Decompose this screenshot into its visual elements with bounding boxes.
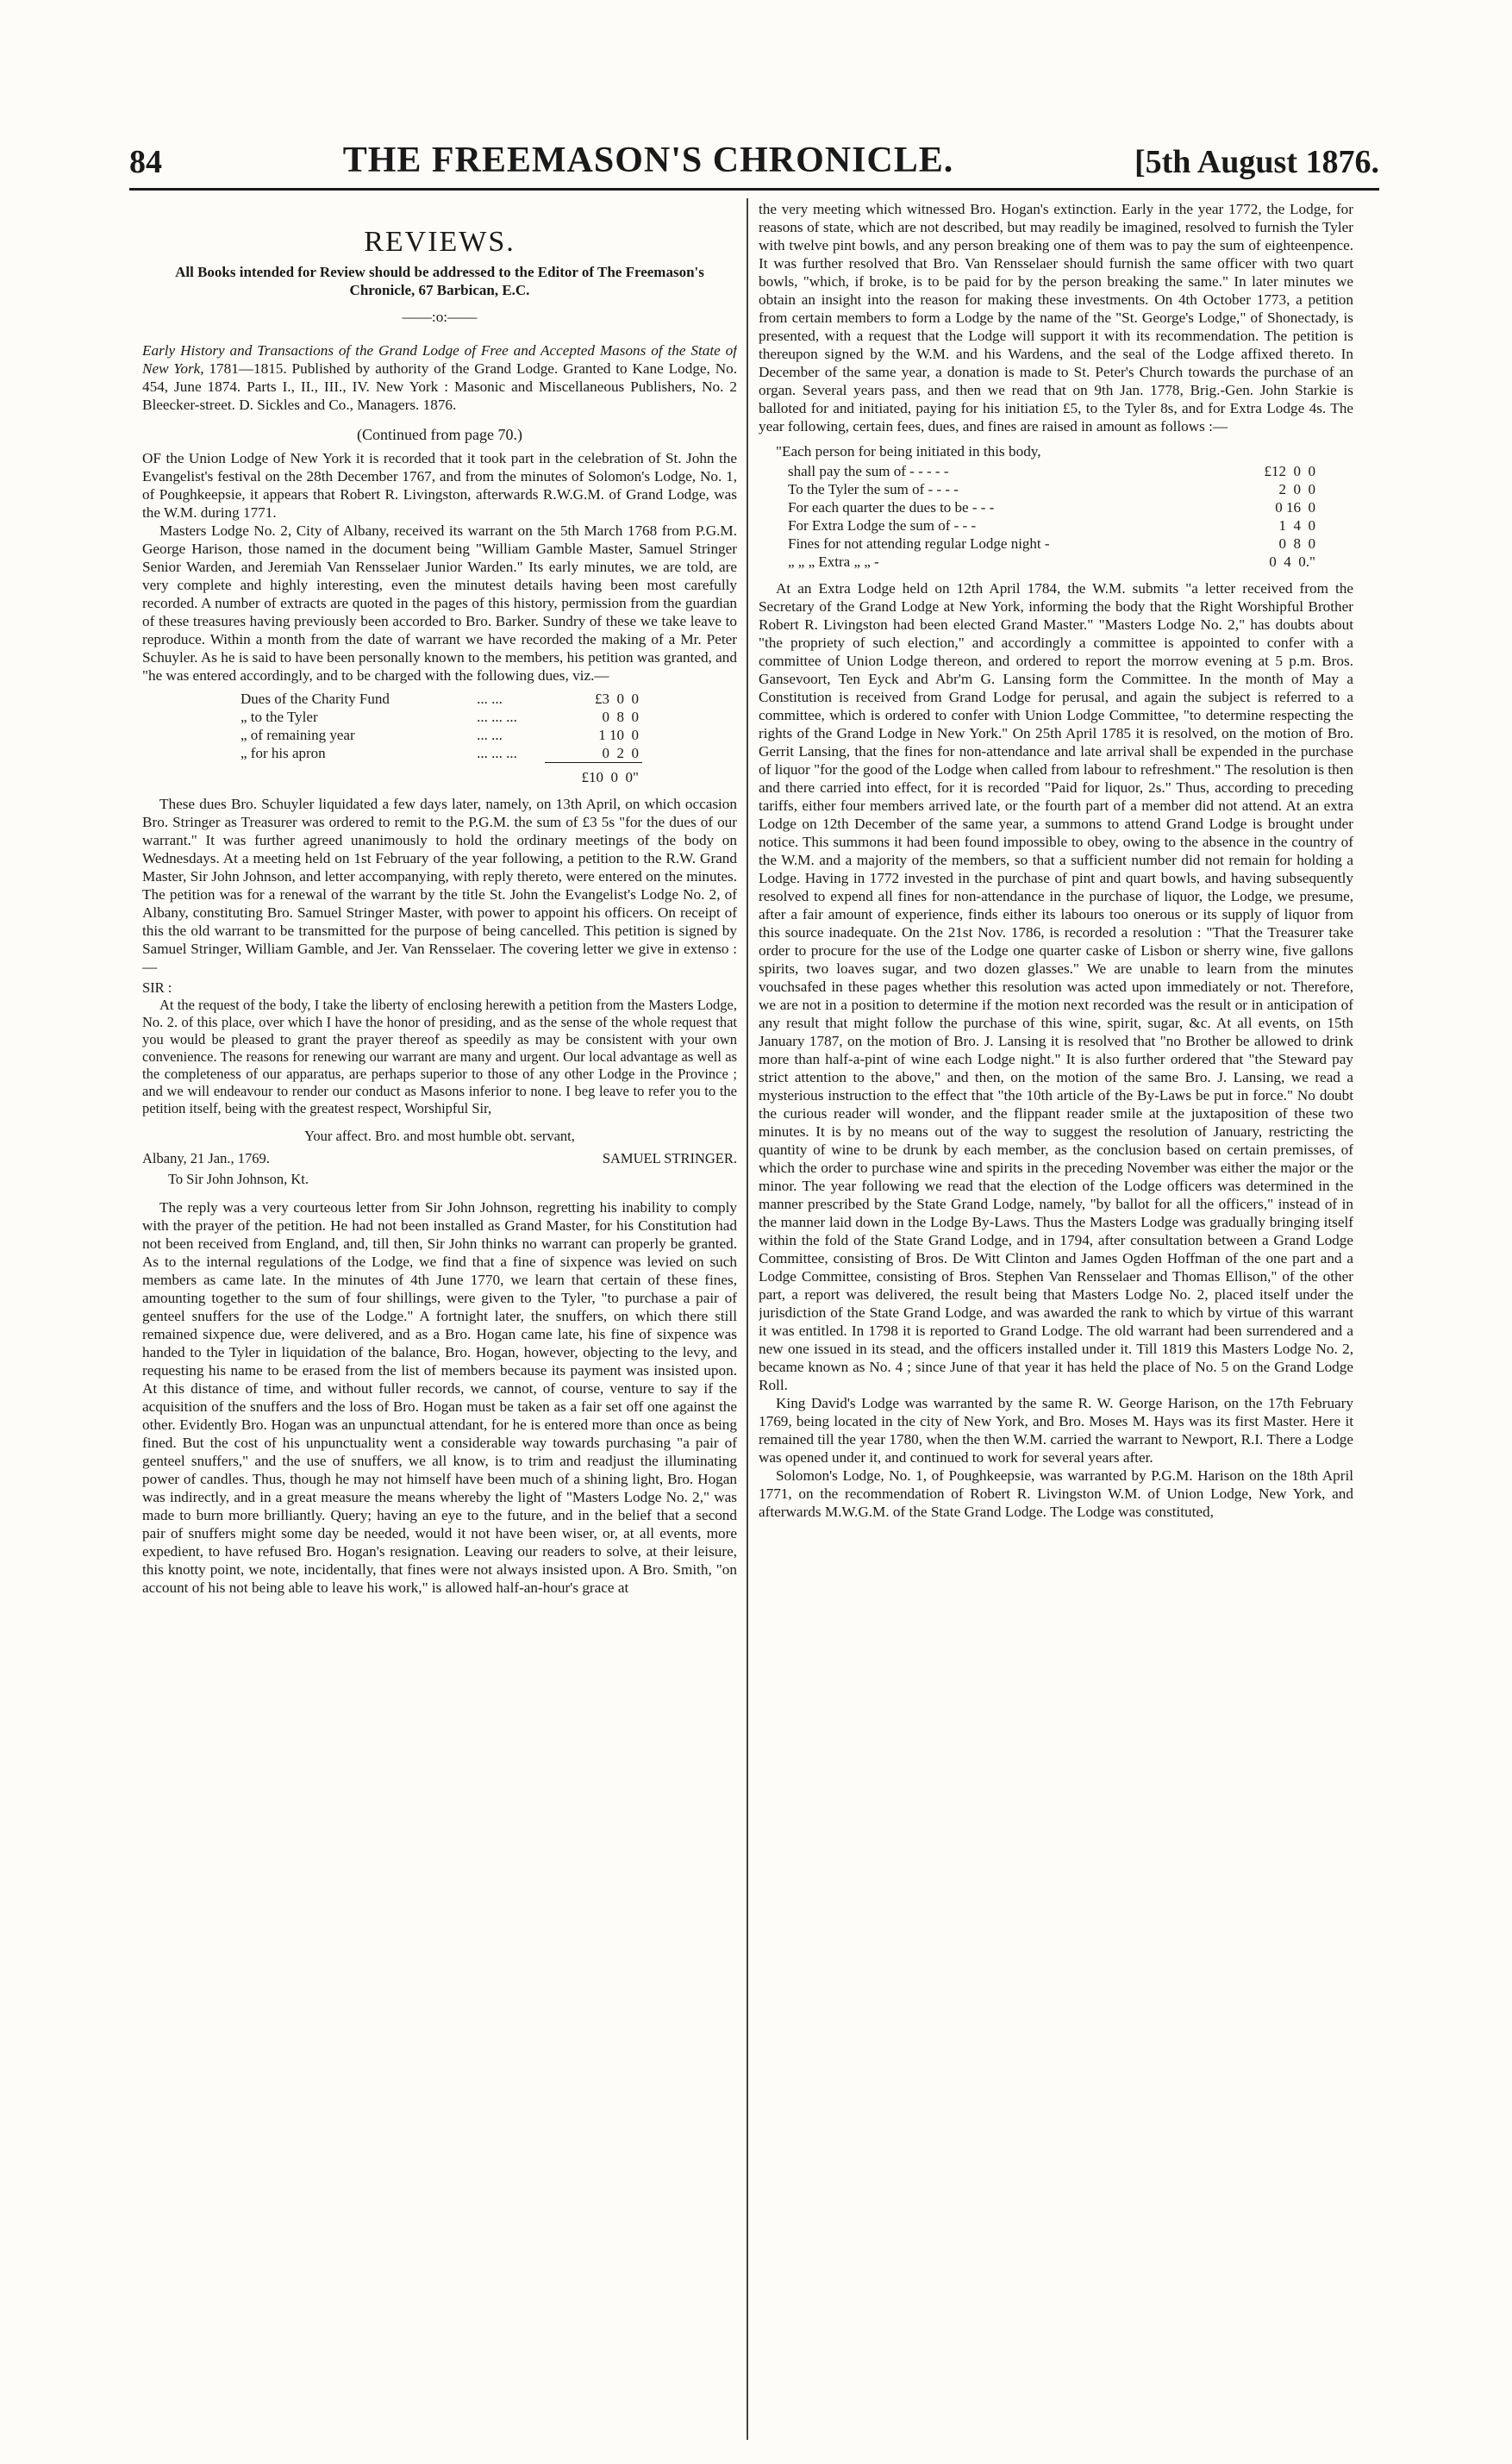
dues-amount: £3 0 0 (595, 691, 639, 707)
dues-item: „ of remaining year (241, 727, 355, 743)
fees-amount: 0 4 0." (1269, 553, 1315, 570)
paragraph: OF the Union Lodge of New York it is recorded that it took part in the celebration of St. John the Evangelist's festival on the 28th December 1767, and from the minutes of Solomon's Lodge, No. 1, of Poughkeepsie, it appears that Robert R. Livingston, afterwards R.W.G.M. of Grand Lodge, was the W.M. during 1771. (142, 450, 737, 521)
paragraph: Masters Lodge No. 2, City of Albany, received its warrant on the 5th March 1768 from P.G.M. George Harison, those named in the document being "William Gamble Master, Samuel Stringer Senior Warden, and Jeremiah Van Rensselaer Junior Warden." Its early minutes, we are told, are very complete and highly interesting, even the minutest details having been most carefully recorded. A number of extracts are quoted in the pages of this history, permission from the guardian of these treasures having previously been accorded to Bro. Barker. Sundry of these we take leave to reproduce. Within a month from the date of warrant we have recorded the making of a Mr. Peter Schuyler. As he is said to have been personally known to the members, his petition was granted, and "he was entered accordingly, and to be charged with the following dues, viz.— (142, 522, 737, 684)
dues-row (237, 708, 642, 726)
dues-row (237, 690, 642, 708)
quoted-letter (142, 979, 737, 1188)
fees-amount: 0 16 0 (1275, 499, 1315, 516)
newspaper-title: THE FREEMASON'S CHRONICLE. (342, 141, 954, 180)
fees-row (784, 535, 1319, 553)
issue-date: [5th August 1876. (1134, 144, 1379, 180)
dues-dots: ... ... (477, 691, 503, 707)
editor-note: All Books intended for Review should be addressed to the Editor of The Freemason's Chronicle, 67 Barbican, E.C. (175, 264, 704, 298)
dues-total-row (237, 763, 642, 787)
fees-row (784, 553, 1319, 571)
fees-item: For each quarter the dues to be - - - (788, 499, 995, 516)
dues-total: £10 0 0" (545, 763, 642, 787)
book-title-italic: Early History and Transactions of the Grand Lodge of Free and Accepted Masons of the State of New York, (142, 342, 737, 377)
section-title: REVIEWS. (364, 226, 515, 258)
dues-row (237, 744, 642, 763)
dues-item: Dues of the Charity Fund (241, 691, 390, 707)
dues-row (237, 726, 642, 744)
dues-amount: 0 8 0 (602, 709, 639, 725)
dues-table (237, 690, 642, 786)
letter-closing: Your affect. Bro. and most humble obt. servant, (304, 1128, 575, 1144)
fees-item: Fines for not attending regular Lodge night - (788, 535, 1050, 552)
right-column (759, 200, 1353, 2442)
fees-row (784, 462, 1319, 480)
fees-row (784, 480, 1319, 498)
dues-amount: 0 2 0 (602, 745, 639, 761)
masthead (129, 129, 1379, 191)
paragraph: the very meeting which witnessed Bro. Hogan's extinction. Early in the year 1772, the Lodge, for reasons of state, which are not described, but may readily be imagined, resolved to furnish the Tyler with twelve pint bowls, and any person breaking one of them was to pay the sum of eighteenpence. It was further resolved that Bro. Van Rensselaer should furnish the same officer with two quart bowls, "which, if broke, is to be paid for by the person breaking the same." In later minutes we obtain an insight into the reason for making these investments. On 4th October 1773, a petition from certain members to form a Lodge by the name of the "St. George's Lodge," of Shonectady, is presented, with a request that the Lodge will support it with its recommendation. The petition is thereupon signed by the W.M. and his Wardens, and the seal of the Lodge affixed thereto. In December of the same year, a donation is made to St. Peter's Church towards the purchase of an organ. Several years pass, and then we read that on 9th Jan. 1778, Brig.-Gen. John Starkie is balloted for and initiated, paying for his initiation £5, to the Tyler 8s, and for Extra Lodge 4s. The year following, certain fees, dues, and fines are raised in amount as follows :— (759, 201, 1353, 435)
fees-amount: 0 8 0 (1278, 535, 1315, 552)
paragraph: The reply was a very courteous letter from Sir John Johnson, regretting his inability to comply with the prayer of the petition. He had not been installed as Grand Master, for his Constitution had not been received from England, and, till then, Sir John thinks no warrant can properly be granted. As to the internal regulations of the Lodge, we find that a fine of sixpence was levied on such members as came late. In the minutes of 4th June 1770, we learn that certain of these fines, amounting together to the sum of four shillings, were given to the Tyler, "to purchase a pair of genteel snuffers for the use of the Lodge." A fortnight later, the snuffers, on which there still remained sixpence due, were delivered, and as a Bro. Hogan came late, his fine of sixpence was handed to the Tyler in liquidation of the balance, Bro. Hogan, however, objecting to the levy, and requesting his name to be erased from the list of members because its payment was insisted upon. At this distance of time, and without fuller records, we cannot, of course, venture to say if the acquisition of the snuffers and the loss of Bro. Hogan must be taken as a fair set off one against the other. Evidently Bro. Hogan was an unpunctual attendant, for he is entered more than once as being fined. But the cost of his unpunctuality went a considerable way towards purchasing "a pair of genteel snuffers," and the use of snuffers, we all know, is to trim and readjust the illuminating power of candles. Thus, though he may not himself have been much of a shining light, Bro. Hogan was indirectly, and in a great measure the means whereby the light of "Masters Lodge No. 2," was made to burn more brilliantly. Query; having an eye to the future, and in the belief that a second pair of snuffers might some day be needed, would it not have been wiser, or, at all events, more expedient, to have refused Bro. Hogan's resignation. Leaving our readers to solve, at their leisure, this knotty point, we note, incidentally, that fines were not always insisted upon. A Bro. Smith, "on account of his not being able to leave his work," is allowed half-an-hour's grace at (142, 1199, 737, 1596)
page-number: 84 (129, 144, 162, 180)
dues-item: „ for his apron (241, 745, 326, 762)
paragraph: These dues Bro. Schuyler liquidated a few days later, namely, on 13th April, on which occasion Bro. Stringer as Treasurer was ordered to remit to the P.G.M. the sum of £3 5s "for the dues of our warrant." It was further agreed unanimously to hold the ordinary meetings of the body on Wednesdays. At a meeting held on 1st February of the year following, a petition to the R.W. Grand Master, Sir John Johnson, and letter accompanying, with reply thereto, were entered on the minutes. The petition was for a renewal of the warrant by the title St. John the Evangelist's Lodge No. 2, of Albany, constituting Bro. Samuel Stringer Master, with power to appoint his officers. On receipt of this the old warrant to be transmitted for the purpose of being cancelled. This petition is signed by Samuel Stringer, William Gamble, and Jer. Van Rensselaer. The covering letter we give in extenso :— (142, 796, 737, 975)
fees-row (784, 516, 1319, 535)
letter-greeting: SIR : (142, 979, 172, 996)
fees-amount: 1 4 0 (1278, 517, 1315, 534)
dues-dots: ... ... (477, 727, 503, 743)
letter-signature-line (142, 1150, 737, 1167)
letter-signature: SAMUEL STRINGER. (602, 1150, 737, 1166)
letter-place-date: Albany, 21 Jan., 1769. (142, 1150, 270, 1166)
fees-item: shall pay the sum of - - - - - (788, 463, 949, 479)
left-column (142, 200, 737, 2442)
paragraph: At an Extra Lodge held on 12th April 1784, the W.M. submits "a letter received from the Secretary of the Grand Lodge at New York, informing the body that the Right Worshipful Brother Robert R. Livingston had been elected Grand Master." "Masters Lodge No. 2," has doubts about "the propriety of such election," and accordingly a committee is appointed to confer with a committee of Union Lodge thereon, and ordered to report the morrow evening at 5 p.m. Bros. Gansevoort, Ten Eyck and Abr'm G. Lansing form the Committee. In the month of May a Constitution is received from Grand Lodge for perusal, and again the subject is referred to a committee, which is ordered to confer with Union Lodge Committee, "to determine respecting the rights of the Grand Lodge in New York." On 25th April 1785 it is resolved, on the motion of Bro. Gerrit Lansing, that the fines for non-attendance and late arrival shall be expended in the purchase of liquor "for the good of the Lodge when called from labour to refreshment." The resolution is then and there carried into effect, for it is recorded "Paid for liquor, 2s." Thus, according to preceding tariffs, either four members arrived late, or the fourth part of a member did not attend. At an extra Lodge on 12th December of the same year, a summons to attend Grand Lodge is brought under notice. This summons it had been found impossible to obey, owing to the absence in the country of the W.M. and a majority of the members, so that a sufficient number did not remain for holding a Lodge. Having in 1772 invested in the purchase of pint and quart bowls, and having subsequently resolved to expend all fines for non-attendance in the purchase of liquor, the Lodge, we presume, after a fair amount of experience, finds either its labours too onerous or its supply of liquor from this source inadequate. On the 21st Nov. 1786, is recorded a resolution : "That the Treasurer take order to procure for the use of the Lodge one quarter caske of Lisbon or sherry wine, five gallons spirits, two loaves sugar, and two dozen glasses." We are unable to learn from the minutes vouchsafed in these pages whether this resolution was acted upon immediately or not. Therefore, we are not in a position to determine if the motion next recorded was the result or in anticipation of any result that might follow the purchase of this wine, spirit, sugar, &c. At all events, on 15th January 1787, on the motion of Bro. J. Lansing it is resolved that "no Brother be allowed to drink more than half-a-pint of wine each Lodge night." It is also further ordered that "the Steward pay strict attention to the above," and then, on the motion of the same Bro. J. Lansing, we read a mysterious instruction to the effect that "the 10th article of the By-Laws be put in force." No doubt the curious reader will wonder, and the flippant reader smile at the juxtaposition of these two minutes. It is by no means out of the way to suggest the resolution of January, restricting the quantity of wine to be drunk by each member, as the conclusion based on certain premisses, of which the order to purchase wine and spirits in the preceding November was either the major or the minor. The year following we read that the election of the Lodge officers was determined in the manner prescribed by the State Grand Lodge, namely, "by ballot for all the officers," instead of in the manner laid down in the Lodge By-Laws. Thus the Masters Lodge was gradually bringing itself within the fold of the State Grand Lodge, and in 1794, after consultation between a Grand Lodge Committee, consisting of Bros. De Witt Clinton and James Ogden Hoffman of the one part and a Lodge Committee, consisting of Bros. Stephen Van Rensselaer and Thomas Ellison," of the other part, a report was delivered, the result being that Masters Lodge No. 2, placed itself under the jurisdiction of the State Grand Lodge, and was awarded the rank to which by virtue of this warrant it was entitled. In 1798 it is reported to Grand Lodge. The old warrant had been surrendered and a new one issued in its stead, and the officers installed under it. Till 1819 this Masters Lodge No. 2, became known as No. 4 ; since June of that year it has held the place of No. 5 on the Grand Lodge Roll. (759, 580, 1353, 1393)
column-divider (747, 198, 748, 2440)
letter-body: At the request of the body, I take the liberty of enclosing herewith a petition from the Masters Lodge, No. 2. of this place, over which I have the honor of presiding, and as the sense of the whole request that you would be pleased to grant the prayer thereof as speedily as may be consistent with your own convenience. The reasons for renewing our warrant are many and urgent. Our local advantage as well as the completeness of our apparatus, are perhaps superior to those of any other Lodge in the Province ; and we will endeavour to render our conduct as Masons inferior to none. I beg leave to refer you to the petition itself, being with the greatest respect, Worshipful Sir, (142, 997, 737, 1116)
paragraph: King David's Lodge was warranted by the same R. W. George Harison, on the 17th February 1769, being located in the city of New York, and Bro. Moses M. Hays was its first Master. Here it remained till the year 1780, when the then W.M. carried the warrant to Newport, R.I. There a Lodge was opened under it, and continued to work for several years after. (759, 1395, 1353, 1466)
book-title (142, 341, 737, 414)
dues-item: „ to the Tyler (241, 709, 318, 725)
ornament: ——:o:—— (402, 309, 478, 325)
fees-table (784, 462, 1319, 571)
book-title-details: 1781—1815. Published by authority of the Grand Lodge. Granted to Kane Lodge, No. 454, June 1874. Parts I., II., III., IV. New York : Masonic and Miscellaneous Publishers, No. 2 Bleecker-street. D. Sickles and Co., Managers. 1876. (142, 360, 737, 413)
continued-note: (Continued from page 70.) (357, 426, 522, 443)
fees-amount: 2 0 0 (1278, 481, 1315, 497)
fees-item: To the Tyler the sum of - - - - (788, 481, 959, 497)
paragraph: Solomon's Lodge, No. 1, of Poughkeepsie, was warranted by P.G.M. Harison on the 18th April 1771, on the recommendation of Robert R. Livingston W.M. of Union Lodge, New York, and afterwards M.W.G.M. of the State Grand Lodge. The Lodge was constituted, (759, 1467, 1353, 1520)
dues-dots: ... ... ... (477, 709, 517, 725)
letter-recipient: To Sir John Johnson, Kt. (168, 1171, 309, 1187)
fees-amount: £12 0 0 (1264, 463, 1315, 479)
dues-amount: 1 10 0 (598, 727, 639, 743)
fees-row (784, 498, 1319, 516)
fees-intro: "Each person for being initiated in this body, (776, 443, 1041, 460)
fees-item: „ „ „ Extra „ „ - (788, 553, 879, 570)
dues-dots: ... ... ... (477, 745, 517, 762)
fees-item: For Extra Lodge the sum of - - - (788, 517, 977, 534)
